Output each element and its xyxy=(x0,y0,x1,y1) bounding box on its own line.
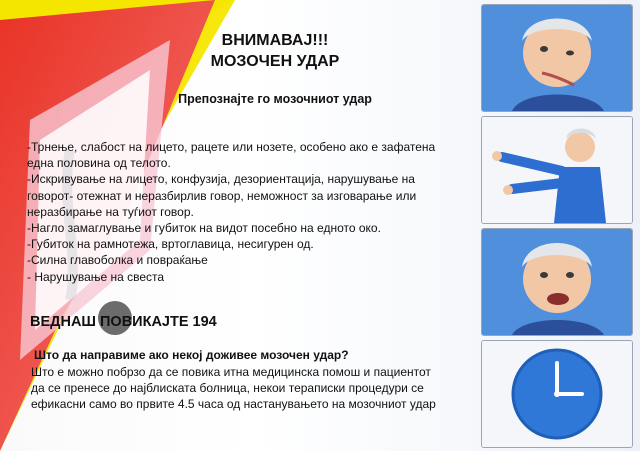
symptom-line: говорот- отежнат и неразбирлив говор, неможност за изговарање или xyxy=(27,188,417,203)
symptom-line: -Искривување на лицето, конфузија, дезориентација, нарушување на xyxy=(27,172,415,187)
panel-speech xyxy=(481,228,633,336)
symptom-line: неразбирање на туѓиот говор. xyxy=(27,204,194,219)
speech-difficulty-icon xyxy=(482,229,632,335)
symptom-line: - Нарушување на свеста xyxy=(27,269,165,284)
symptom-list xyxy=(27,139,467,285)
fast-symptom-panels xyxy=(481,4,633,447)
poster-title-line2: МОЗОЧЕН УДАР xyxy=(210,53,340,70)
symptom-line: -Силна главоболка и повраќање xyxy=(27,253,208,268)
symptom-line: -Нагло замаглување и губиток на видот посебно на едното око. xyxy=(27,221,381,236)
answer-line: да се пренесе до најблиската болница, некои тераписки процедури се xyxy=(31,381,424,395)
answer-line: Што е можно побрзо да се повика итна медицинска помош и пациентот xyxy=(31,365,431,379)
panel-arm xyxy=(481,116,633,224)
panel-time xyxy=(481,340,633,448)
arm-weakness-icon xyxy=(482,117,632,223)
face-drooping-icon xyxy=(482,5,632,111)
answer-line: ефикасни само во првите 4.5 часа од настанувањето на мозочниот удар xyxy=(31,397,436,411)
clock-icon xyxy=(482,341,632,447)
answer-paragraph xyxy=(31,364,471,412)
symptom-line: -Трнење, слабост на лицето, рацете или нозете, особено ако е зафатена xyxy=(27,140,436,154)
emergency-call-heading: ВЕДНАШ ПОВИКАЈТЕ 194 xyxy=(30,314,217,330)
poster-subtitle: Препознајте го мозочниот удар xyxy=(178,92,372,106)
poster-title-line1: ВНИМАВАЈ!!! xyxy=(221,32,329,49)
panel-face xyxy=(481,4,633,112)
question-heading: Што да направиме ако некој доживее мозочен удар? xyxy=(34,348,349,362)
symptom-line: една половина од телото. xyxy=(27,156,171,171)
symptom-line: -Губиток на рамнотежа, вртоглавица, несигурен од. xyxy=(27,237,314,252)
